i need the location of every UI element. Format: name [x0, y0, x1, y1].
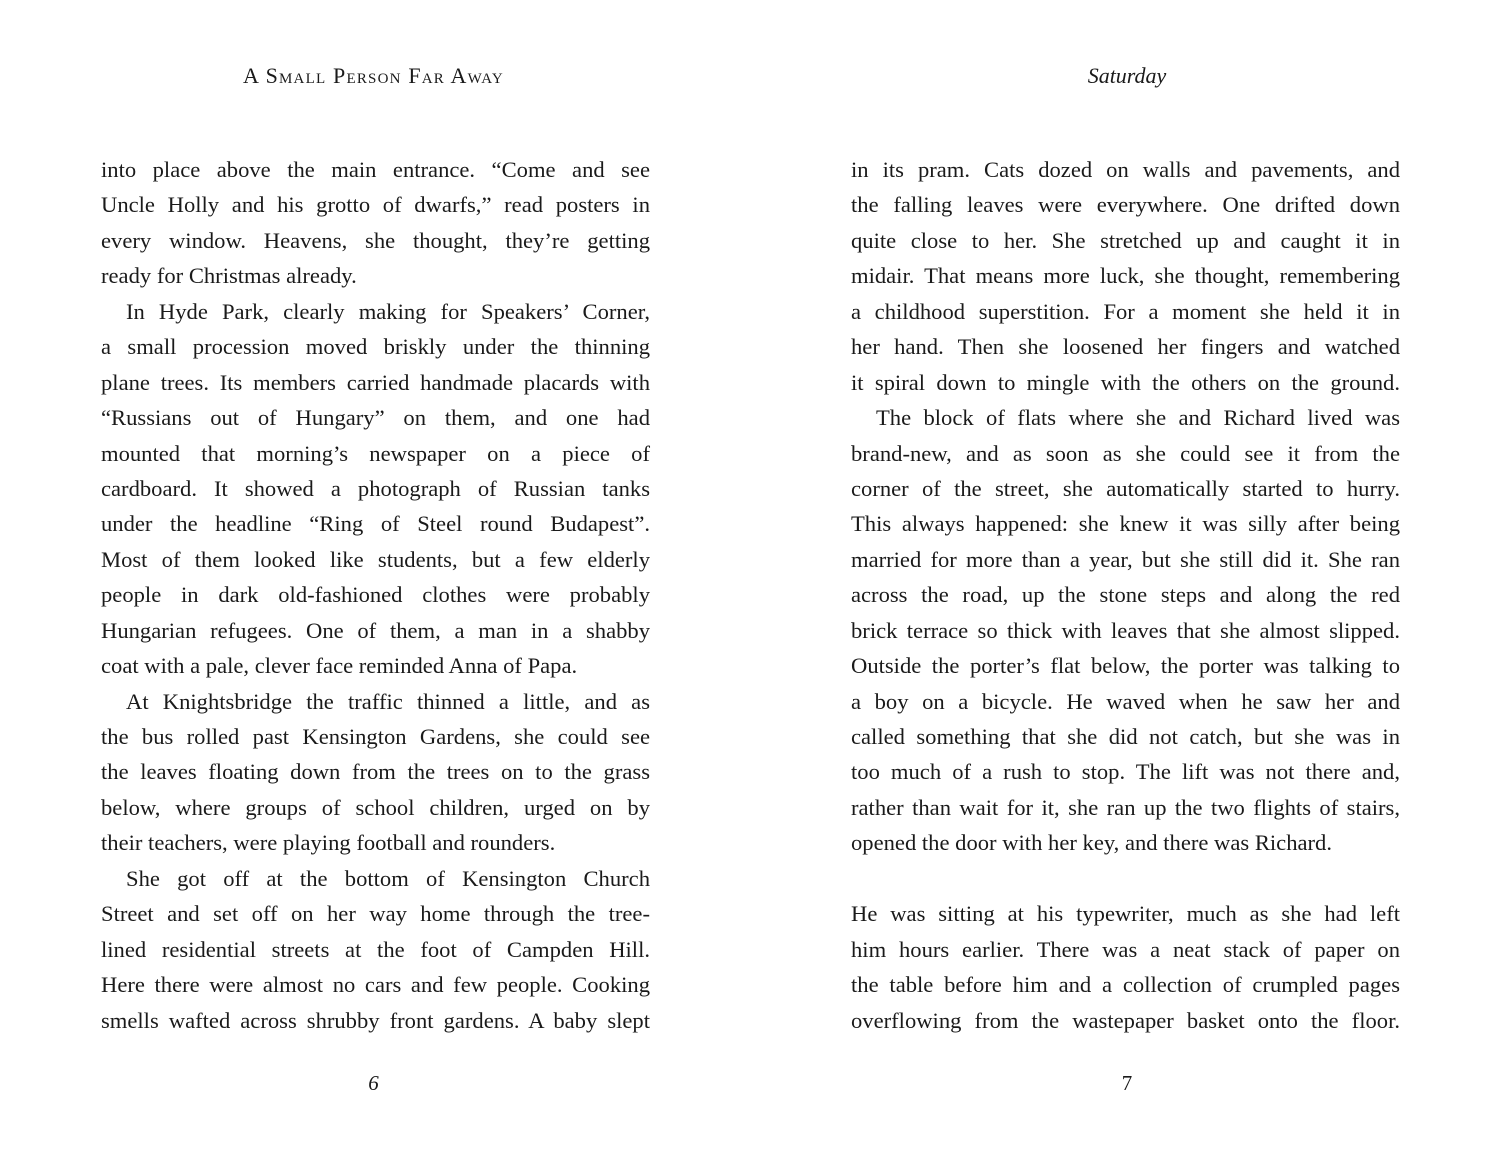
text-line: Outside the porter’s flat below, the porter was talking to	[851, 653, 1400, 679]
text-line: opened the door with her key, and there was Richard.	[851, 830, 1332, 856]
text-line: coat with a pale, clever face reminded Anna of Papa.	[101, 653, 578, 679]
running-head-book-title: A Small Person Far Away	[243, 63, 504, 88]
text-line: below, where groups of school children, urged on by	[101, 794, 650, 820]
text-line: too much of a rush to stop. The lift was not there and,	[851, 759, 1400, 785]
text-line: ready for Christmas already.	[101, 263, 357, 289]
text-line: “Russians out of Hungary” on them, and one had	[101, 405, 650, 431]
text-line: the bus rolled past Kensington Gardens, she could see	[101, 724, 650, 749]
text-line: The block of flats where she and Richard lived was	[876, 405, 1400, 431]
page-number: 7	[1121, 1071, 1133, 1095]
text-line: Street and set off on her way home through the tree-	[101, 901, 650, 927]
text-line: the table before him and a collection of crumpled pages	[851, 972, 1400, 998]
text-line: plane trees. Its members carried handmade placards with	[101, 369, 650, 395]
text-line: overflowing from the wastepaper basket onto the floor.	[851, 1007, 1400, 1033]
text-line: into place above the main entrance. “Come and see	[101, 157, 650, 182]
text-line: him hours earlier. There was a neat stack of paper on	[851, 936, 1400, 962]
page-number: 6	[368, 1071, 379, 1095]
body-text	[101, 152, 650, 1038]
text-line: rather than wait for it, she ran up the two flights of stairs,	[851, 794, 1400, 820]
text-line: her hand. Then she loosened her fingers and watched	[851, 334, 1400, 360]
text-line: lined residential streets at the foot of Campden Hill.	[101, 936, 650, 962]
text-line: people in dark old-fashioned clothes were probably	[101, 582, 650, 608]
text-line: a childhood superstition. For a moment she held it in	[851, 298, 1400, 324]
text-line: Most of them looked like students, but a few elderly	[101, 546, 650, 572]
text-line: mounted that morning’s newspaper on a piece of	[101, 440, 650, 466]
text-line: brick terrace so thick with leaves that she almost slipped.	[851, 617, 1400, 643]
text-line: quite close to her. She stretched up and caught it in	[851, 227, 1400, 253]
text-line: under the headline “Ring of Steel round Budapest”.	[101, 511, 650, 537]
text-line: called something that she did not catch, but she was in	[851, 724, 1400, 749]
running-head-chapter-title: Saturday	[1087, 63, 1167, 88]
text-line: corner of the street, she automatically started to hurry.	[851, 475, 1400, 501]
text-line: midair. That means more luck, she thought, remembering	[851, 263, 1400, 289]
right-page	[851, 0, 1400, 1170]
text-line: the leaves floating down from the trees on to the grass	[101, 759, 650, 785]
text-line: married for more than a year, but she still did it. She ran	[851, 546, 1400, 572]
text-line: She got off at the bottom of Kensington Church	[126, 865, 650, 891]
body-text	[851, 152, 1400, 1038]
text-line: every window. Heavens, she thought, they’re getting	[101, 227, 650, 253]
text-line: This always happened: she knew it was silly after being	[851, 511, 1400, 537]
text-line: Here there were almost no cars and few people. Cooking	[101, 972, 650, 998]
text-line: the falling leaves were everywhere. One drifted down	[851, 192, 1400, 218]
text-line: across the road, up the stone steps and along the red	[851, 582, 1400, 608]
section-break	[851, 861, 1400, 896]
text-line: In Hyde Park, clearly making for Speakers’ Corner,	[126, 298, 650, 324]
text-line: Hungarian refugees. One of them, a man in a shabby	[101, 617, 650, 643]
text-line: it spiral down to mingle with the others on the ground.	[851, 369, 1400, 395]
text-line: cardboard. It showed a photograph of Russian tanks	[101, 475, 650, 501]
left-page	[101, 0, 650, 1170]
text-line: Uncle Holly and his grotto of dwarfs,” read posters in	[101, 192, 650, 218]
text-line: a boy on a bicycle. He waved when he saw her and	[851, 688, 1400, 714]
text-line: At Knightsbridge the traffic thinned a little, and as	[126, 688, 650, 714]
text-line: He was sitting at his typewriter, much as she had left	[851, 901, 1400, 927]
text-line: their teachers, were playing football and rounders.	[101, 830, 556, 856]
text-line: a small procession moved briskly under the thinning	[101, 334, 650, 360]
text-line: smells wafted across shrubby front gardens. A baby slept	[101, 1007, 650, 1033]
text-line: brand-new, and as soon as she could see it from the	[851, 440, 1400, 466]
text-line: in its pram. Cats dozed on walls and pavements, and	[851, 157, 1400, 182]
